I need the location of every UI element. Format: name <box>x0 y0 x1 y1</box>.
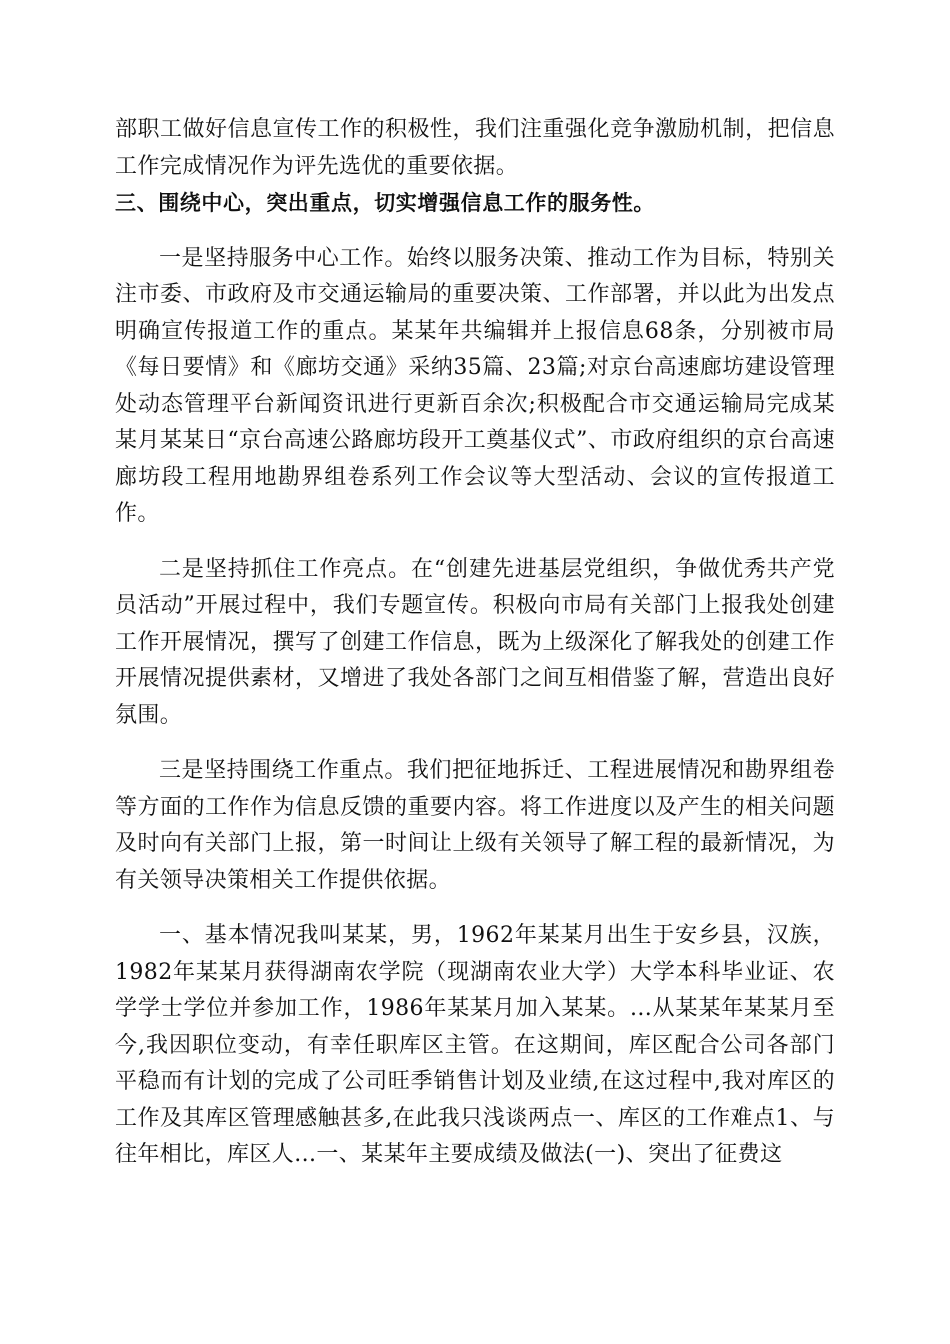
paragraph-highlights: 二是坚持抓住工作亮点。在“创建先进基层党组织，争做优秀共产党员活动”开展过程中，我们专题宣传。积极向市局有关部门上报我处创建工作开展情况，撰写了创建工作信息，既为上级深化了解我处的创建工作开展情况提供素材，又增进了我处各部门之间互相借鉴了解，营造出良好氛围。 <box>115 556 835 728</box>
paragraph-key-work: 三是坚持围绕工作重点。我们把征地拆迁、工程进展情况和勘界组卷等方面的工作作为信息反馈的重要内容。将工作进度以及产生的相关问题及时向有关部门上报，第一时间让上级有关领导了解工程的最新情况，为有关领导决策相关工作提供依据。 <box>115 758 835 893</box>
document-page <box>115 112 835 1174</box>
paragraph-basic-info: 一、基本情况我叫某某，男，1962年某某月出生于安乡县，汉族，1982年某某月获得湖南农学院（现湖南农业大学）大学本科毕业证、农学学士学位并参加工作，1986年某某月加入某某。...从某某年某某月至今,我因职位变动，有幸任职库区主管。在这期间，库区配合公司各部门平稳而有计划的完成了公司旺季销售计划及业绩,在这过程中,我对库区的工作及其库区管理感触甚多,在此我只浅谈两点一、库区的工作难点1、与往年相比，库区人...一、某某年主要成绩及做法(一)、突出了征费这 <box>115 923 835 1167</box>
intro-paragraph: 部职工做好信息宣传工作的积极性，我们注重强化竞争激励机制，把信息工作完成情况作为评先选优的重要依据。 <box>115 117 835 179</box>
section-heading: 三、围绕中心，突出重点，切实增强信息工作的服务性。 <box>115 191 655 215</box>
paragraph-serve-center: 一是坚持服务中心工作。始终以服务决策、推动工作为目标，特别关注市委、市政府及市交通运输局的重要决策、工作部署，并以此为出发点明确宣传报道工作的重点。某某年共编辑并上报信息68条，分别被市局《每日要情》和《廊坊交通》采纳35篇、23篇;对京台高速廊坊建设管理处动态管理平台新闻资讯进行更新百余次;积极配合市交通运输局完成某某月某某日“京台高速公路廊坊段开工奠基仪式”、市政府组织的京台高速廊坊段工程用地勘界组卷系列工作会议等大型活动、会议的宣传报道工作。 <box>115 245 835 526</box>
